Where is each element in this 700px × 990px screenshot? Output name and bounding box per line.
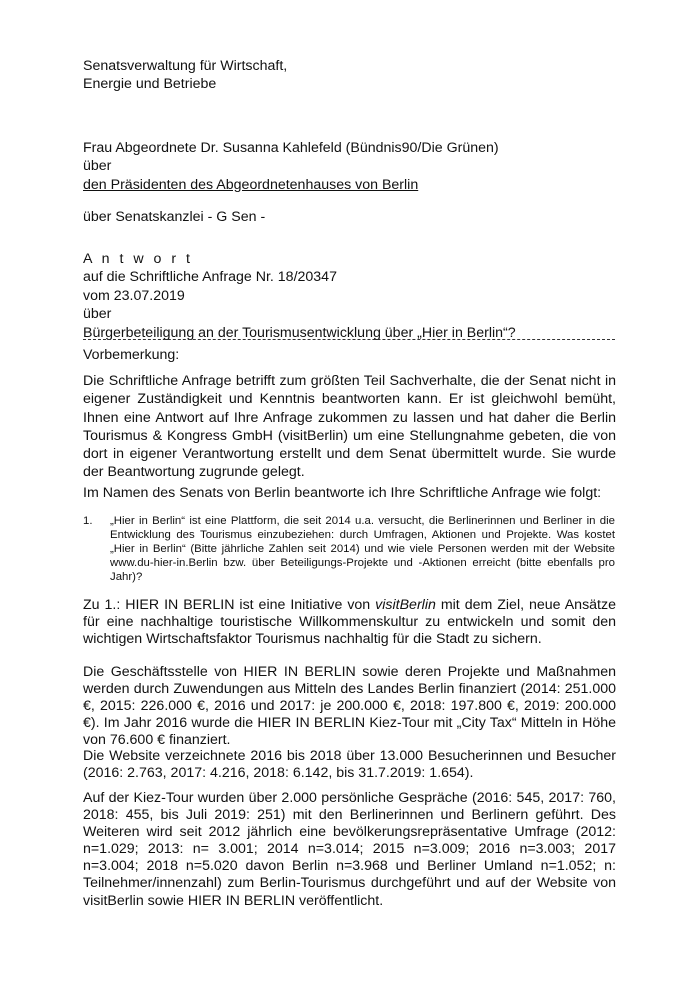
- dashed-separator: [83, 339, 615, 340]
- answer-paragraph-3: Die Website verzeichnete 2016 bis 2018 über 13.000 Besucherinnen und Besucher (2016: 2.763, 2017: 4.216, 2018: 6.142, bis 31.7.2019: 1.654).: [83, 748, 616, 782]
- addressee-president: den Präsidenten des Abgeordnetenhauses von Berlin: [83, 176, 419, 193]
- answer-intro: Im Namen des Senats von Berlin beantworte ich Ihre Schriftliche Anfrage wie folgt:: [83, 485, 602, 501]
- subject-via: über: [83, 306, 112, 323]
- chancellery-line: über Senatskanzlei - G Sen -: [83, 209, 266, 225]
- addressee-via: über: [83, 158, 112, 175]
- answer-paragraph-2: Die Geschäftsstelle von HIER IN BERLIN sowie deren Projekte und Maßnahmen werden durch Zuwendungen aus Mitteln des Landes Berlin finanziert (2014: 251.000 €, 2015: 226.000 €, 2016 und 2017: je 200.000 €, 2018: 197.800 €, 2019: 200.000 €). Im Jahr 2016 wurde die HIER IN BERLIN Kiez-Tour mit „City Tax“ Mitteln in Höhe von 76.600 € finanziert.: [83, 664, 616, 749]
- sender-block: [83, 57, 616, 94]
- preliminary-title: Vorbemerkung:: [83, 347, 180, 363]
- subject-line: Bürgerbeteiligung an der Tourismusentwicklung über „Hier in Berlin“?: [83, 324, 516, 341]
- answer-header: [83, 250, 616, 342]
- answer-paragraph-4: Auf der Kiez-Tour wurden über 2.000 persönliche Gespräche (2016: 545, 2017: 760, 2018: 455, bis Juli 2019: 251) mit den Berlinerinnen und Berlinern geführt. Des Weiteren wird seit 2012 jährlich eine bevölkerungsrepräsentative Umfrage (2012: n=1.029; 2013: n= 3.001; 2014 n=3.014; 2015 n=3.009; 2016 n=3.003; 2017 n=3.004; 2018 n=5.020 davon Berlin n=3.968 und Berliner Umland n=1.052; n: Teilnehmer/innenzahl) zum Berlin-Tourismus durchgeführt und auf der Website von visitBerlin sowie HIER IN BERLIN veröffentlicht.: [83, 790, 616, 909]
- question-text: „Hier in Berlin“ ist eine Plattform, die seit 2014 u.a. versucht, die Berlinerinnen und Berliner in die Entwicklung des Tourismus einzubeziehen: durch Umfragen, Aktionen und Projekte. Was kostet „Hier in Berlin“ (Bitte jährliche Zahlen seit 2014) und wie viele Personen werden mit der Website www.du-hier-in.Berlin bzw. über Beteiligungs-Projekte und -Aktionen erreicht (bitte ebenfalls pro Jahr)?: [110, 515, 615, 584]
- question-number: 1.: [83, 515, 93, 527]
- visitberlin-italic: visitBerlin: [375, 597, 436, 613]
- sender-line-2: Energie und Betriebe: [83, 76, 217, 93]
- answer-paragraph-1: Zu 1.: HIER IN BERLIN ist eine Initiative von visitBerlin mit dem Ziel, neue Ansätze für eine nachhaltige touristische Willkommenskultur zu entwickeln und somit den wichtigen Wirtschaftsfaktor Tourismus nachhaltig für die Stadt zu sichern.: [83, 597, 616, 648]
- addressee-name: Frau Abgeordnete Dr. Susanna Kahlefeld (Bündnis90/Die Grünen): [83, 140, 499, 156]
- inquiry-date: vom 23.07.2019: [83, 287, 185, 304]
- sender-line-1: Senatsverwaltung für Wirtschaft,: [83, 58, 288, 74]
- addressee-block: [83, 139, 616, 194]
- inquiry-number: auf die Schriftliche Anfrage Nr. 18/20347: [83, 269, 337, 286]
- preliminary-text: Die Schriftliche Anfrage betrifft zum größten Teil Sachverhalte, die der Senat nicht in eigener Zuständigkeit und Kenntnis beantworten kann. Er ist gleichwohl bemüht, Ihnen eine Antwort auf Ihre Anfrage zukommen zu lassen und hat daher die Berlin Tourismus & Kongress GmbH (visitBerlin) um eine Stellungnahme gebeten, die von dort in eigener Verantwortung erstellt und dem Senat übermittelt wurde. Sie wurde der Beantwortung zugrunde gelegt.: [83, 373, 616, 481]
- answer-label: A n t w o r t: [83, 251, 193, 267]
